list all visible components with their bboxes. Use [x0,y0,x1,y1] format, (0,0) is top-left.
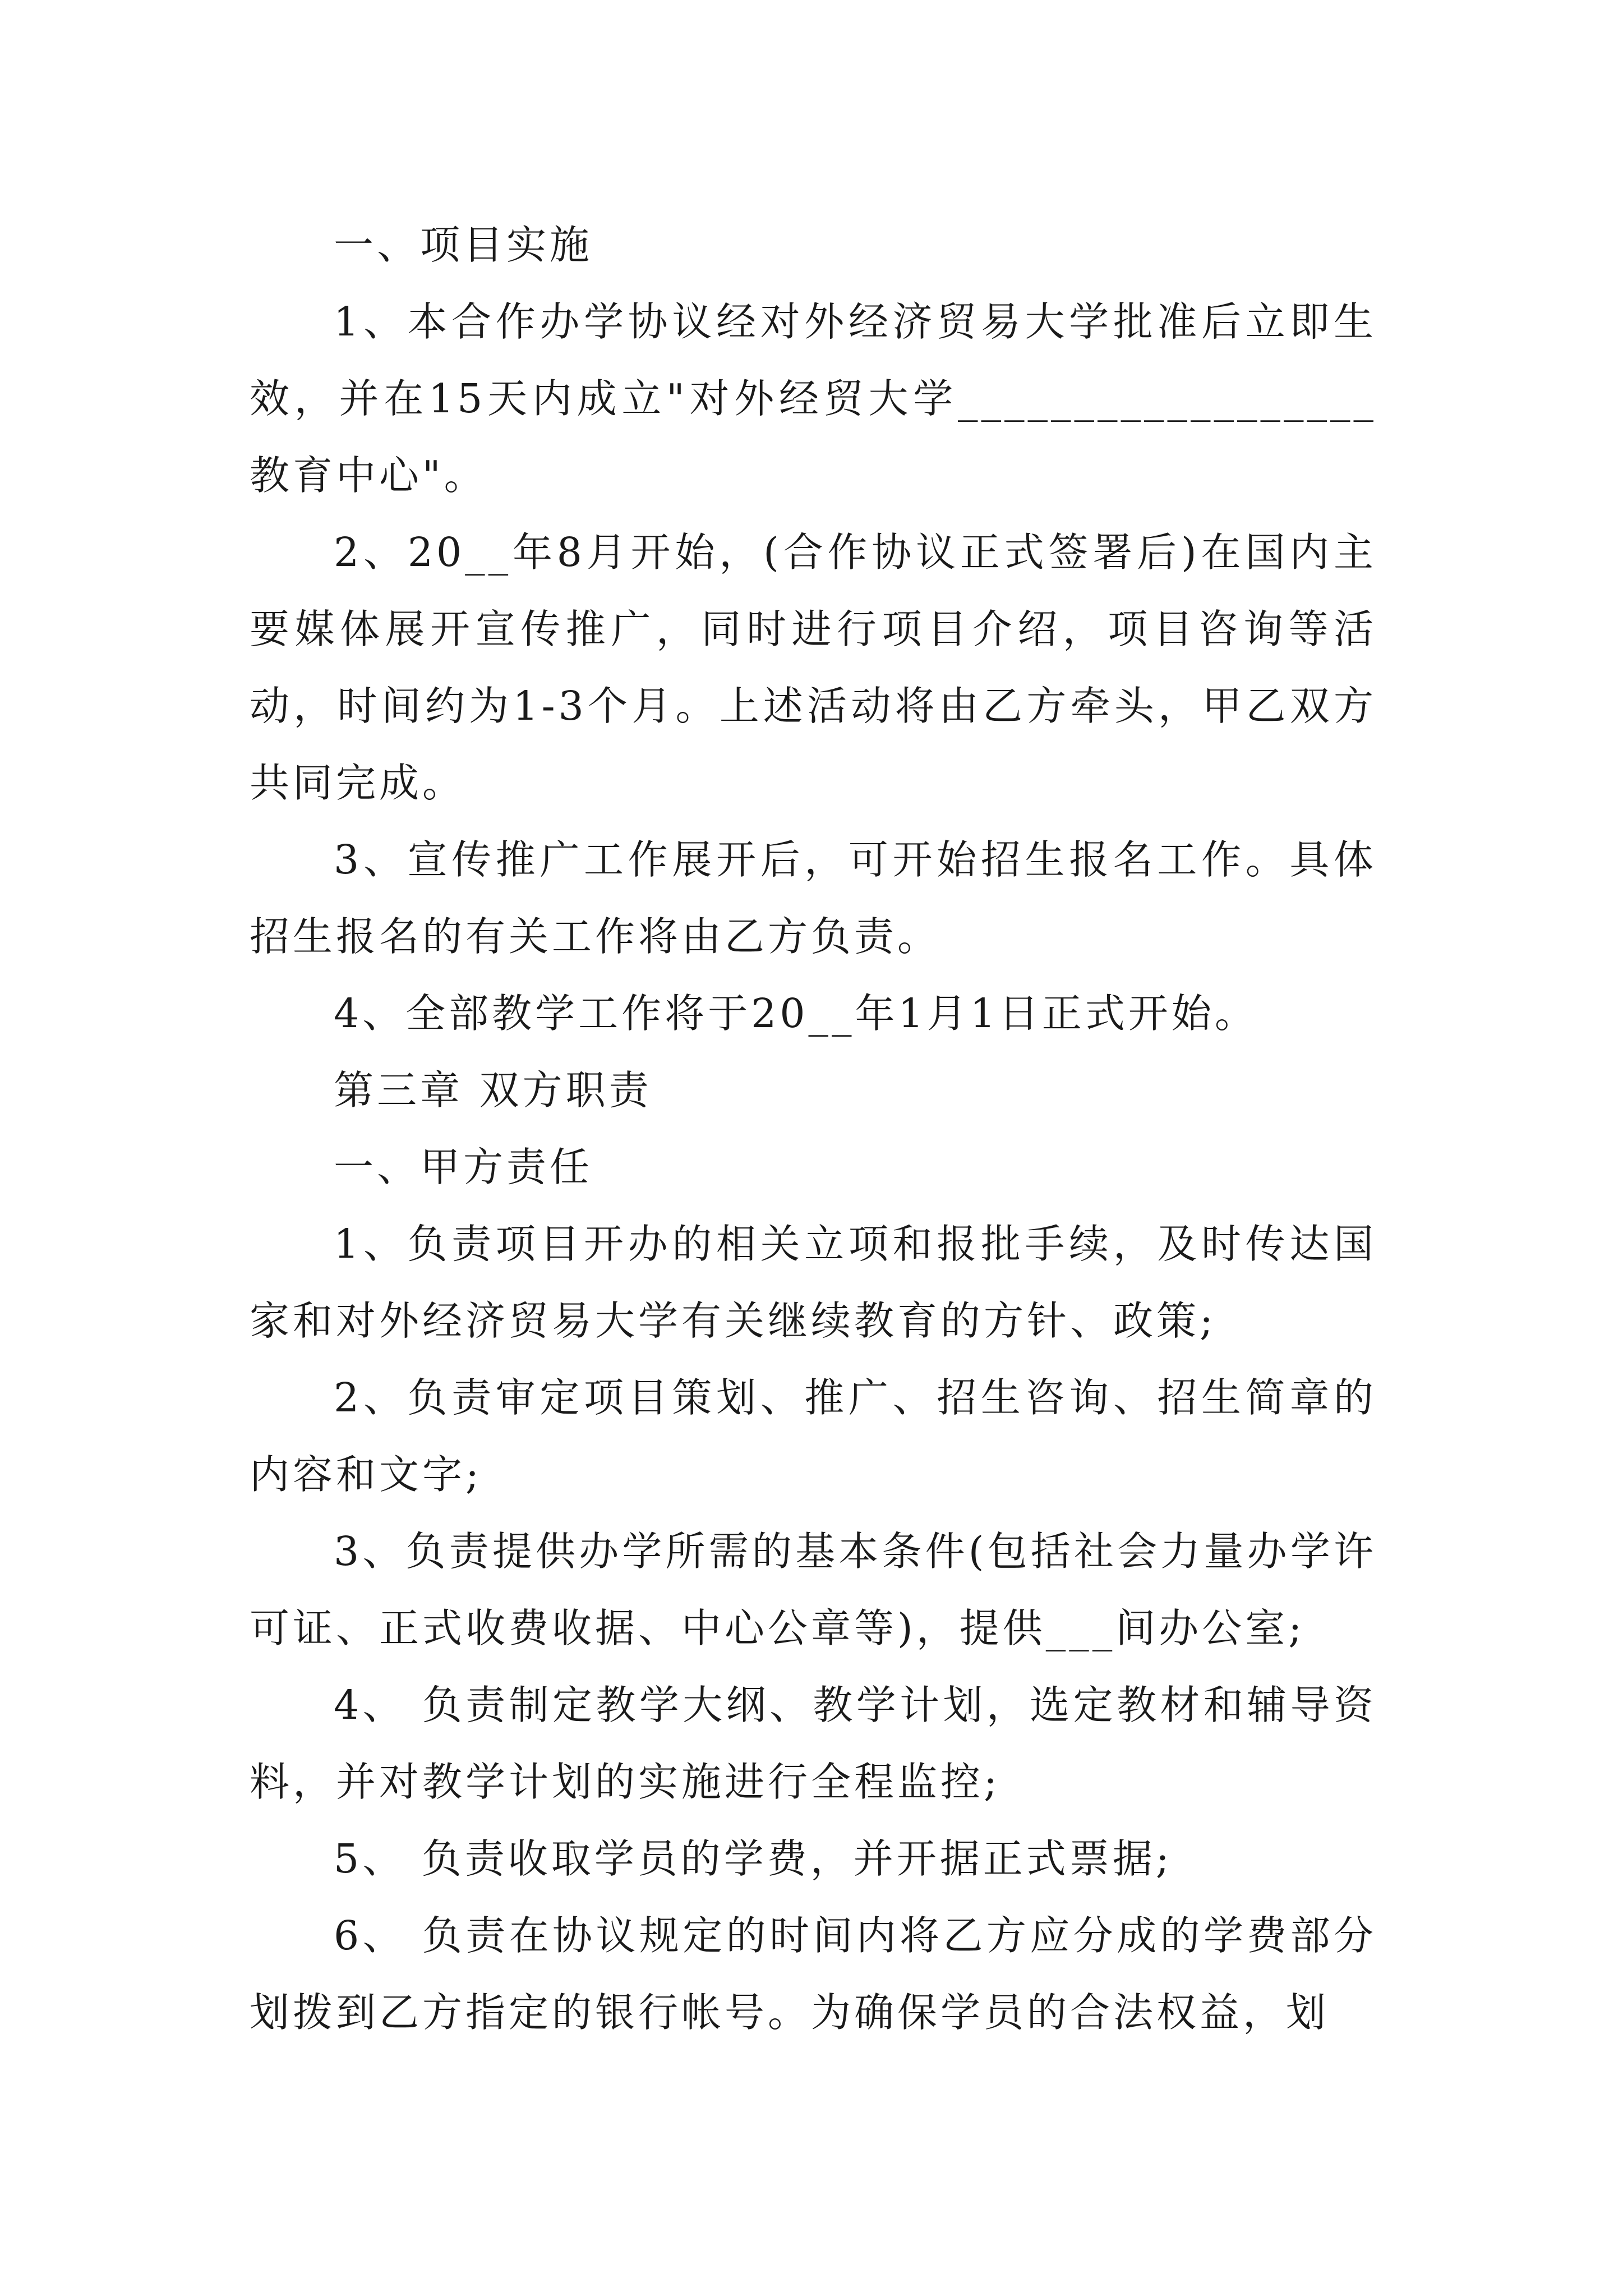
section-heading-party-a: 一、甲方责任 [334,1144,593,1190]
party-a-duty-2: 2、负责审定项目策划、推广、招生咨询、招生简章的内容和文字; [250,1374,1377,1498]
party-a-duty-1: 1、负责项目开办的相关立项和报批手续，及时传达国家和对外经济贸易大学有关继续教育的方针、政策; [250,1221,1377,1344]
chapter-heading: 第三章 双方职责 [334,1067,652,1114]
party-a-duty-6: 6、 负责在协议规定的时间内将乙方应分成的学费部分划拨到乙方指定的银行帐号。为确保学员的合法权益，划 [250,1912,1377,2036]
party-a-duty-3: 3、负责提供办学所需的基本条件(包括社会力量办学许可证、正式收费收据、中心公章等)，提供___间办公室; [250,1528,1377,1651]
section-heading-project-implementation: 一、项目实施 [334,222,593,268]
paragraph-item-1: 1、本合作办学协议经对外经济贸易大学批准后立即生效，并在15天内成立"对外经贸大学__________________教育中心"。 [250,298,1377,499]
party-a-duty-5: 5、 负责收取学员的学费，并开据正式票据; [334,1835,1173,1882]
paragraph-item-4: 4、全部教学工作将于20__年1月1日正式开始。 [334,990,1258,1037]
document-body [250,206,1377,2051]
paragraph-item-3: 3、宣传推广工作展开后，可开始招生报名工作。具体招生报名的有关工作将由乙方负责。 [250,836,1377,960]
party-a-duty-4: 4、 负责制定教学大纲、教学计划，选定教材和辅导资料，并对教学计划的实施进行全程监控; [250,1682,1377,1805]
paragraph-item-2: 2、20__年8月开始，(合作协议正式签署后)在国内主要媒体展开宣传推广，同时进行项目介绍，项目咨询等活动，时间约为1-3个月。上述活动将由乙方牵头，甲乙双方共同完成。 [250,529,1377,806]
